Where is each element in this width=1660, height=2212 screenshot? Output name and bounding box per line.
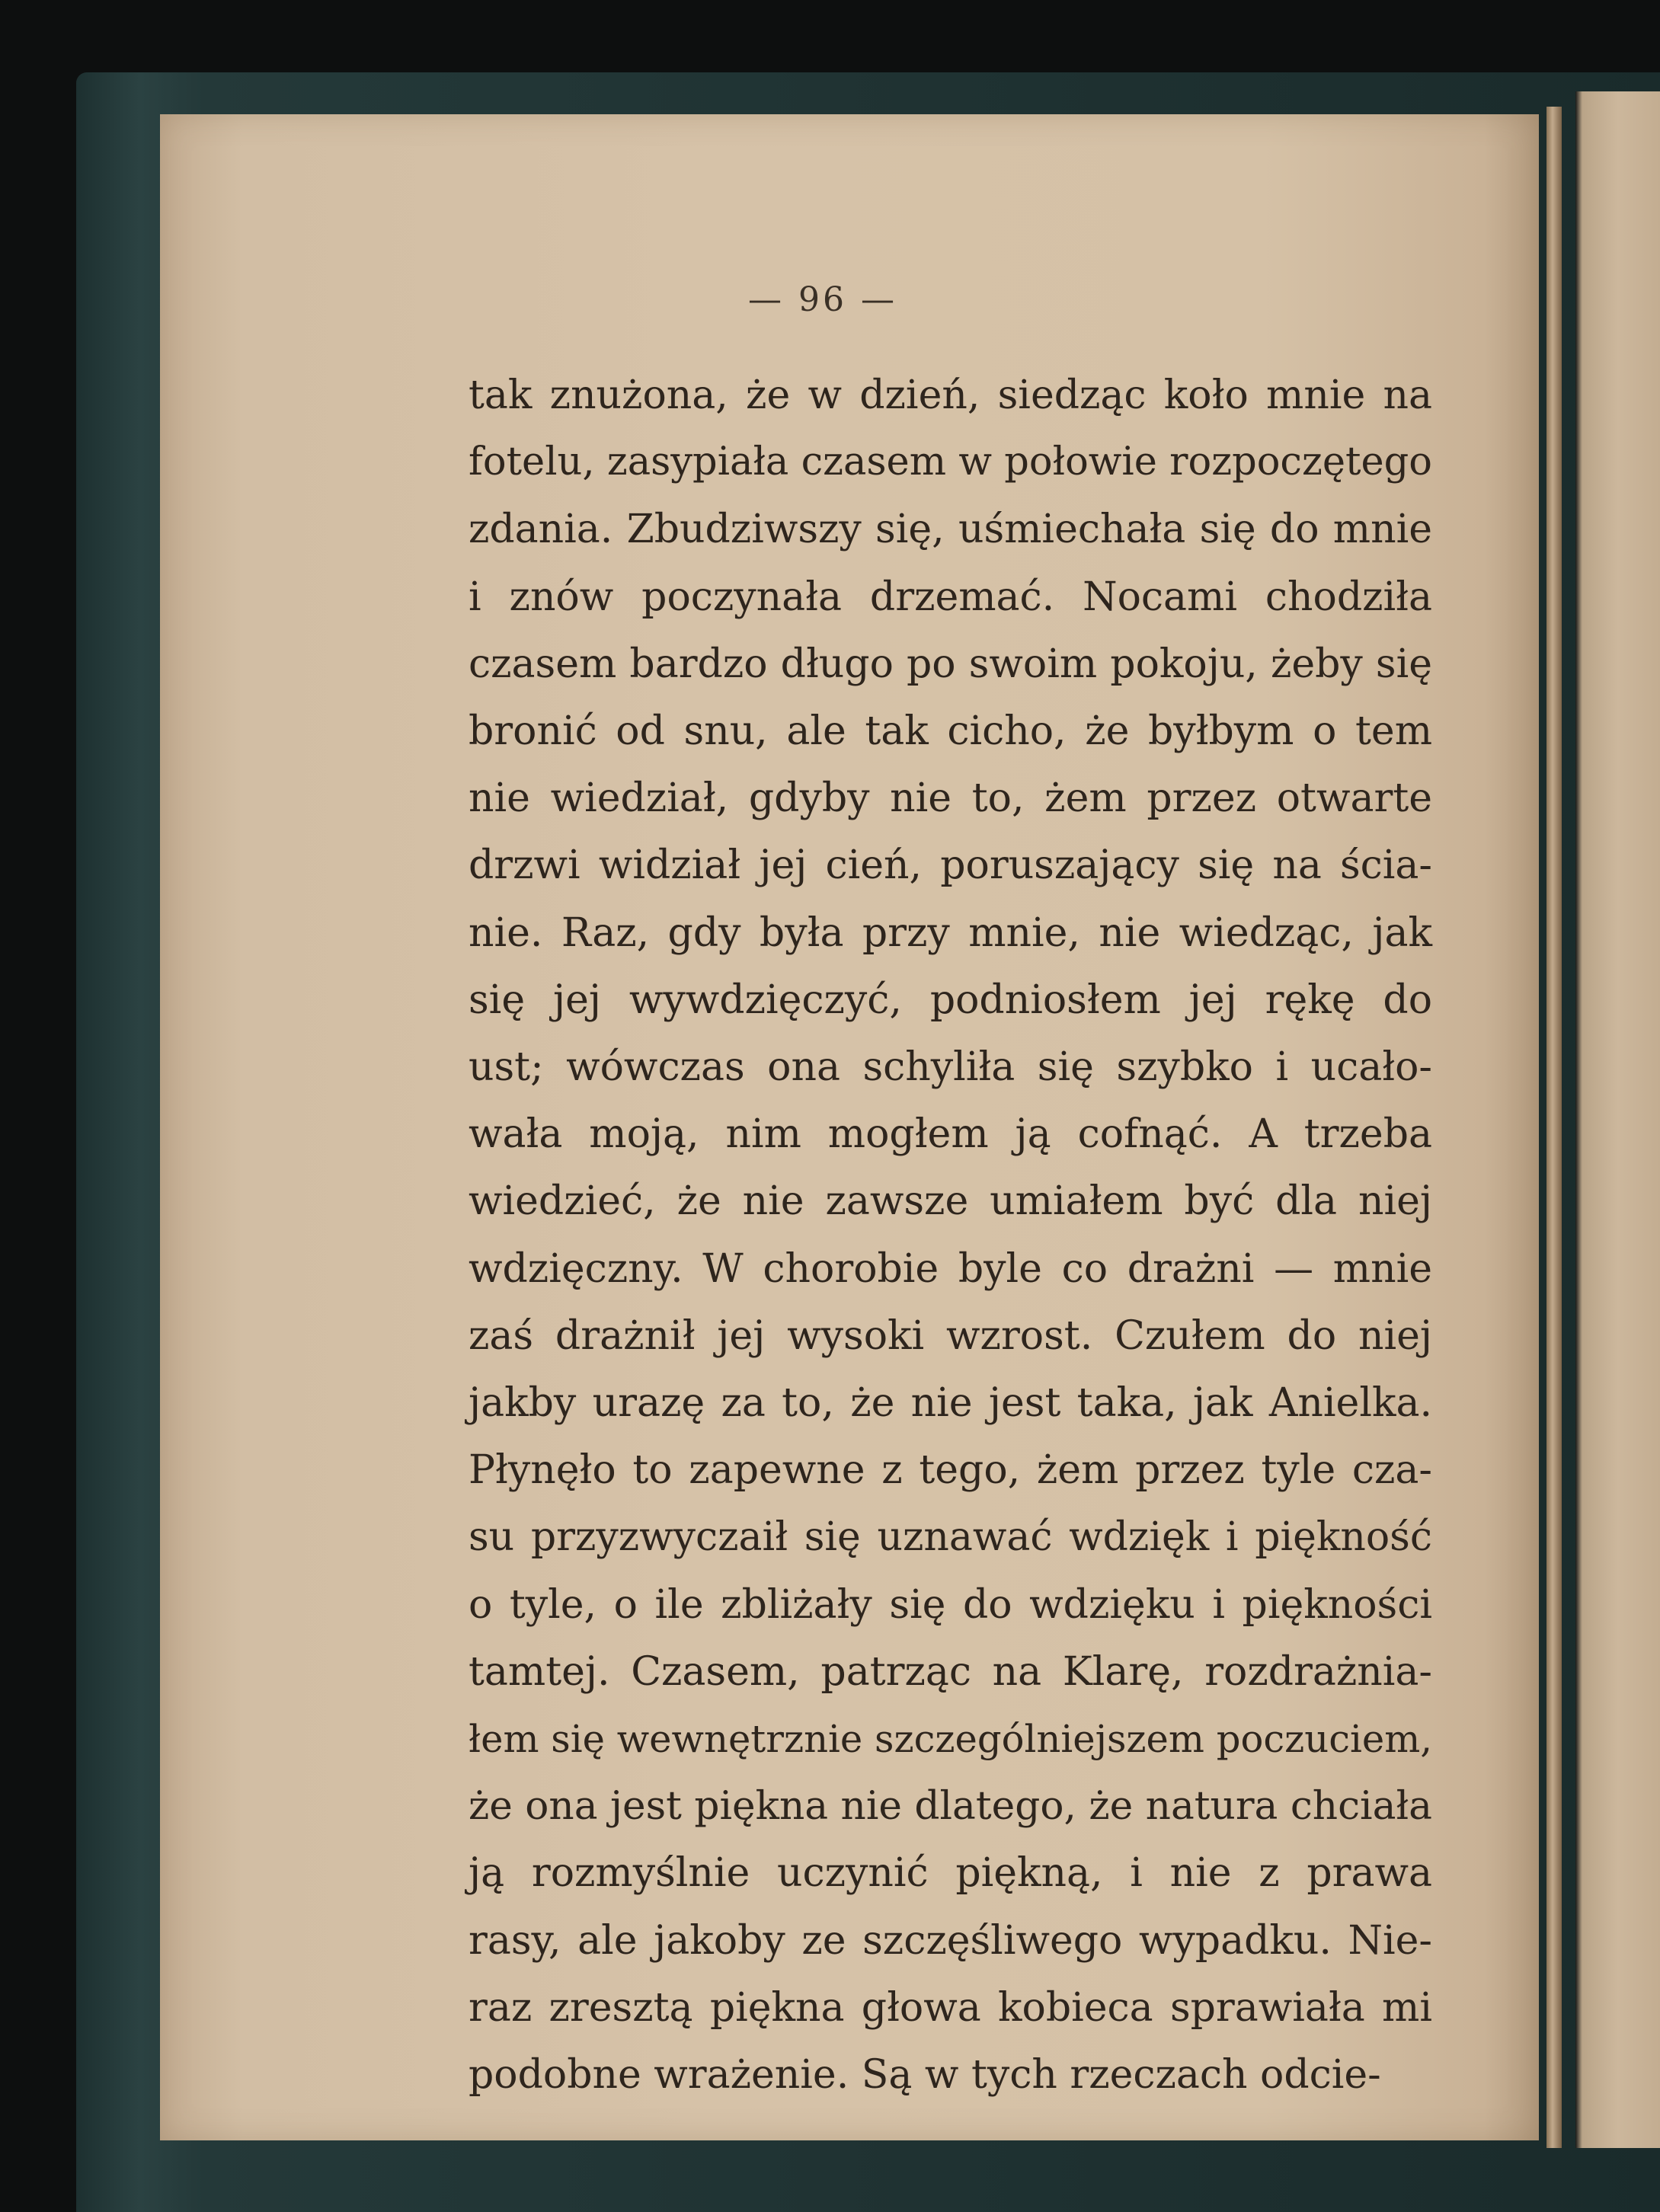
text-line: drzwi widział jej cień, poruszający się na ścia- xyxy=(469,842,1432,889)
text-line: tamtej. Czasem, patrząc na Klarę, rozdrażnia- xyxy=(469,1648,1432,1695)
body-text xyxy=(469,362,1432,2108)
text-line: ją rozmyślnie uczynić piękną, i nie z prawa xyxy=(469,1850,1432,1897)
text-line: ust; wówczas ona schyliła się szybko i ucało- xyxy=(469,1044,1432,1091)
text-line: się jej wywdzięczyć, podniosłem jej rękę do xyxy=(469,977,1432,1023)
text-line: zaś drażnił jej wysoki wzrost. Czułem do niej xyxy=(469,1312,1432,1359)
text-line: rasy, ale jakoby ze szczęśliwego wypadku. Nie- xyxy=(469,1917,1432,1964)
text-line: zdania. Zbudziwszy się, uśmiechała się do mnie xyxy=(469,507,1432,553)
text-line: nie. Raz, gdy była przy mnie, nie wiedząc, jak xyxy=(469,909,1432,956)
text-line: podobne wrażenie. Są w tych rzeczach odcie- xyxy=(469,2052,1381,2099)
facing-page-edge xyxy=(1575,91,1660,2148)
text-line: raz zresztą piękna głowa kobieca sprawiała mi xyxy=(469,1984,1432,2031)
text-line: fotelu, zasypiała czasem w połowie rozpoczętego xyxy=(469,440,1432,485)
text-line: wała moją, nim mogłem ją cofnąć. A trzeba xyxy=(469,1111,1432,1158)
text-line: czasem bardzo długo po swoim pokoju, żeby się xyxy=(469,641,1432,687)
text-line: nie wiedział, gdyby nie to, żem przez otwarte xyxy=(469,775,1432,822)
page-number: — 96 — xyxy=(748,280,897,319)
text-line: Płynęło to zapewne z tego, żem przez tyle cza- xyxy=(469,1447,1432,1494)
text-line: tak znużona, że w dzień, siedząc koło mnie na xyxy=(469,372,1432,418)
text-line: łem się wewnętrznie szczególniejszem poczuciem, xyxy=(469,1717,1433,1762)
text-line: su przyzwyczaił się uznawać wdzięk i piękność xyxy=(469,1514,1432,1561)
text-line: wdzięczny. W chorobie byle co drażni — mnie xyxy=(469,1245,1432,1292)
page-gutter xyxy=(1546,107,1562,2148)
text-line: jakby urazę za to, że nie jest taka, jak Anielka. xyxy=(469,1380,1432,1427)
text-line: wiedzieć, że nie zawsze umiałem być dla niej xyxy=(469,1178,1432,1225)
text-line: i znów poczynała drzemać. Nocami chodziła xyxy=(469,574,1432,620)
text-line: bronić od snu, ale tak cicho, że byłbym o tem xyxy=(469,708,1432,755)
text-line: że ona jest piękna nie dlatego, że natura chciała xyxy=(469,1783,1432,1830)
text-line: o tyle, o ile zbliżały się do wdzięku i piękności xyxy=(469,1581,1432,1628)
